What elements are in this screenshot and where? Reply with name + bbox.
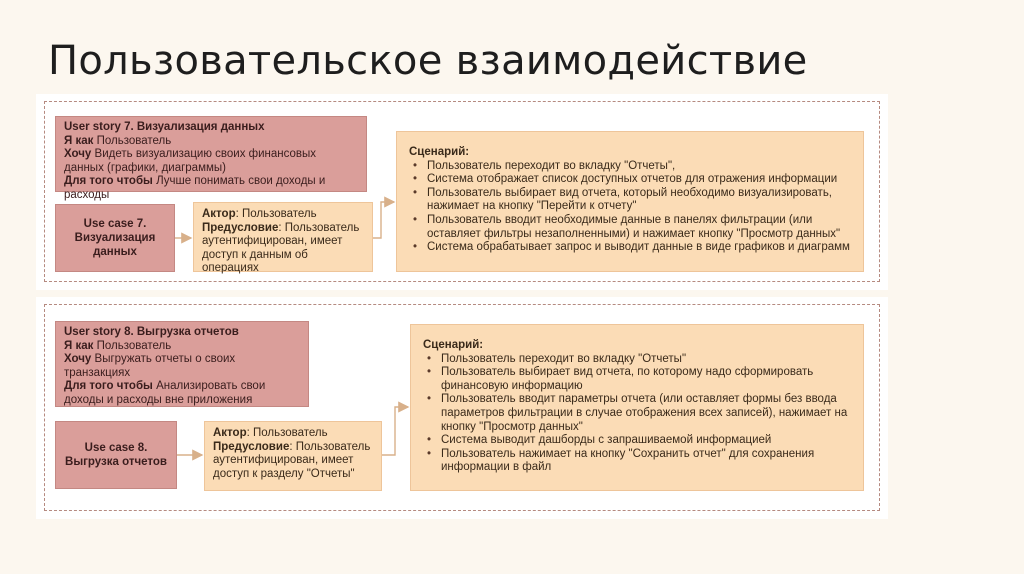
use-case-box: Use case 7. Визуализация данных: [55, 204, 175, 272]
slide-title: Пользовательское взаимодействие: [48, 38, 808, 84]
user-story-as: Я как Пользователь: [64, 134, 172, 147]
scenario-step: • Пользователь переходит во вкладку "Отчеты",: [409, 160, 851, 174]
connector-arrows: [36, 297, 888, 519]
user-story-as: Я как Пользователь: [64, 339, 172, 352]
user-story-so: Для того чтобы Анализировать свои доходы и расходы вне приложения: [64, 380, 266, 406]
use-case-panel-8: [36, 297, 888, 519]
scenario-step: • Система выводит дашборды с запрашиваемой информацией: [423, 434, 851, 448]
scenario-label: Сценарий:: [409, 146, 470, 158]
scenario-step: • Пользователь выбирает вид отчета, который необходимо визуализировать, нажимает на кнопку "Перейти к отчету": [409, 187, 851, 214]
actor-line: Актор: Пользователь: [202, 208, 317, 220]
precondition-line: Предусловие: Пользователь аутентифицирован, имеет доступ к данным об операциях: [202, 221, 360, 275]
scenario-step: • Система отображает список доступных отчетов для отражения информации: [409, 173, 851, 187]
user-story-want: Хочу Видеть визуализацию своих финансовых данных (графики, диаграммы): [64, 148, 317, 174]
user-story-so: Для того чтобы Лучше понимать свои доходы и расходы: [64, 175, 326, 201]
scenario-step: • Пользователь нажимает на кнопку "Сохранить отчет" для сохранения информации в файл: [423, 448, 851, 475]
arrow-actor-to-scenario: [382, 407, 408, 455]
connector-arrows: [36, 94, 888, 290]
use-case-panel-7: [36, 94, 888, 290]
actor-line: Актор: Пользователь: [213, 427, 328, 439]
scenario-step: • Пользователь вводит необходимые данные в панелях фильтрации (или оставляет фильтры незаполненными) и нажимает кнопку "Просмотр данных": [409, 214, 851, 241]
scenario-step: • Пользователь переходит во вкладку "Отчеты": [423, 353, 851, 367]
precondition-line: Предусловие: Пользователь аутентифицирован, имеет доступ к разделу "Отчеты": [213, 440, 371, 480]
scenario-step: • Пользователь вводит параметры отчета (или оставляет формы без ввода параметров фильтрации в случае отображения всех записей), нажимает на кнопку "Просмотр данных": [423, 393, 851, 434]
scenario-label: Сценарий:: [423, 339, 484, 351]
user-story-want: Хочу Выгружать отчеты о своих транзакциях: [64, 353, 236, 379]
user-story-heading: User story 7. Визуализация данных: [64, 121, 265, 133]
user-story-heading: User story 8. Выгрузка отчетов: [64, 326, 239, 338]
use-case-box: Use case 8. Выгрузка отчетов: [55, 421, 177, 489]
scenario-step: • Система обрабатывает запрос и выводит данные в виде графиков и диаграмм: [409, 241, 851, 255]
scenario-step: • Пользователь выбирает вид отчета, по которому надо сформировать финансовую информацию: [423, 366, 851, 393]
arrow-actor-to-scenario: [373, 202, 394, 238]
